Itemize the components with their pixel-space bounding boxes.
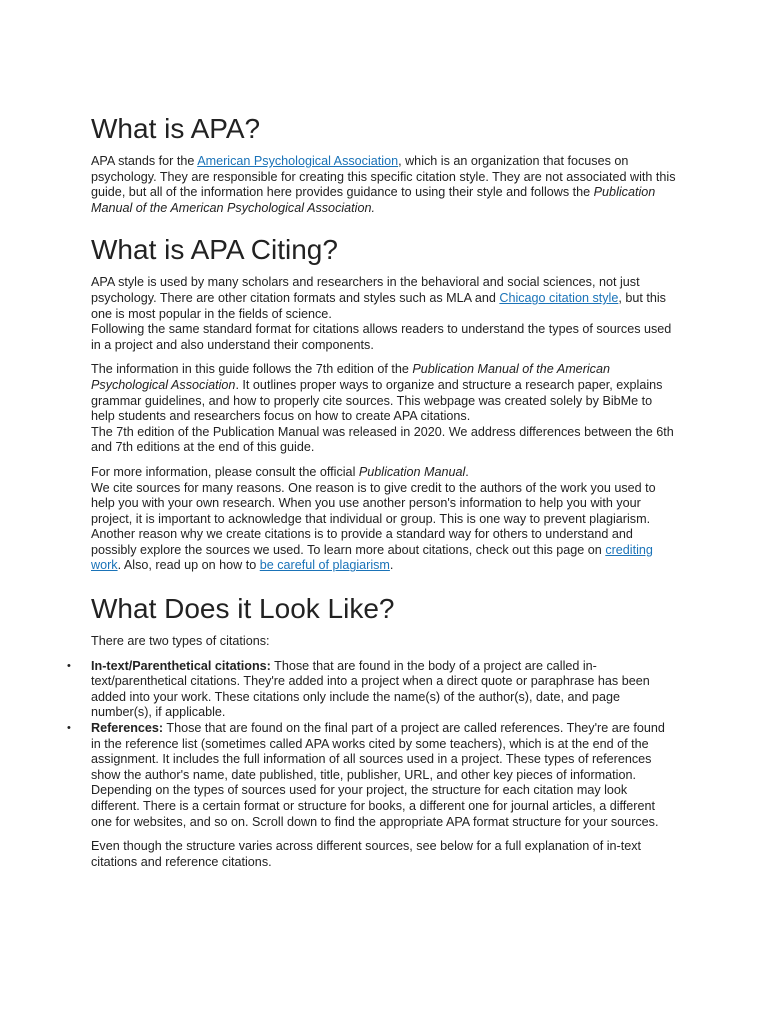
paragraph-standard-format: Following the same standard format for citations allows readers to understand the types of sources used in a project and also understand their components. [91, 322, 672, 352]
text: APA style is used by many scholars and researchers in the behavioral and social sciences, not just psychology. There are other citation formats and styles such as MLA and [91, 275, 640, 305]
paragraph-apa-style-usage [91, 275, 678, 322]
text: For more information, please consult the official [91, 464, 359, 479]
term-references: References: [91, 721, 164, 736]
list-item-in-text-citations [67, 658, 678, 721]
paragraph-release-2020: The 7th edition of the Publication Manual was released in 2020. We address differences between the 6th and 7th editions at the end of this guide. [91, 424, 674, 455]
text: We cite sources for many reasons. One reason is to give credit to the authors of the work you used to help you with your own research. When you use another person's information to help you with your project, it is important to acknowledge that individual or group. This is one way to prevent plagiarism. Another reason why we create citations is to provide a standard way for others to understand and possibly explore the sources we used. To learn more about citations, check out this page on [91, 480, 656, 557]
text: . [465, 464, 469, 479]
heading-what-is-apa-citing: What is APA Citing? [91, 234, 338, 266]
paragraph-apa-definition [91, 154, 678, 216]
publication-manual-title: Publication Manual [358, 464, 466, 479]
text: , but this one is most popular in the fields of science. [91, 290, 666, 321]
list-item-references [67, 721, 678, 830]
heading-what-is-apa: What is APA? [91, 113, 261, 144]
bullet-icon: • [67, 659, 71, 672]
citation-types-list [67, 658, 678, 831]
link-american-psychological-association[interactable]: American Psychological Association [197, 154, 399, 168]
text: Those that are found in the body of a project are called in-text/parenthetical citations. They're added into a project when a direct quote or paraphrase has been added into your work. These citations only include the name(s) of the author(s), date, and page number(s), if applicable. [91, 658, 650, 720]
text: Those that are found on the final part of a project are called references. They're are found in the reference list (sometimes called APA works cited by some teachers), which is at the end of the assignment. It includes the full information of all sources used in a project. These types of references show the author's name, date published, title, publisher, URL, and other key pieces of information. [91, 721, 665, 782]
text: . It outlines proper ways to organize and structure a research paper, explains grammar guidelines, and how to properly cite sources. This webpage was created solely by BibMe to help students and researchers focus on how to create APA citations. [91, 377, 663, 424]
term-in-text-citations: In-text/Parenthetical citations: [91, 658, 271, 673]
text: APA stands for the [91, 154, 198, 168]
bullet-icon: • [67, 722, 71, 735]
heading-what-does-it-look-like: What Does it Look Like? [91, 593, 395, 625]
paragraph-seventh-edition [91, 362, 678, 424]
paragraph-see-below: Even though the structure varies across different sources, see below for a full explanation of in-text citations and reference citations. [91, 839, 641, 869]
text: . Also, read up on how to [117, 558, 260, 573]
link-crediting-work[interactable]: crediting work [91, 542, 653, 573]
paragraph-why-cite [91, 481, 678, 575]
text: , which is an organization that focuses on psychology. They are responsible for creating this specific citation style. They are not associated with this guide, but all of the information here provides guidance to using their style and follows the [91, 154, 676, 200]
paragraph-more-information [91, 465, 678, 481]
link-chicago-citation-style[interactable]: Chicago citation style [499, 290, 619, 305]
paragraph-structure-varies: Depending on the types of sources used for your project, the structure for each citation may look different. There is a certain format or structure for books, a different one for journal articles, a different one for websites, and so on. Scroll down to find the appropriate APA format structure for your sources. [91, 783, 659, 829]
publication-manual-title: Publication Manual of the American Psychological Association [91, 362, 610, 392]
text: The information in this guide follows the 7th edition of the [91, 362, 413, 377]
text: . [389, 558, 394, 573]
paragraph-two-types: There are two types of citations: [91, 634, 270, 649]
publication-manual-title: Publication Manual of the American Psychological Association. [91, 185, 656, 215]
link-be-careful-of-plagiarism[interactable]: be careful of plagiarism [259, 558, 390, 573]
